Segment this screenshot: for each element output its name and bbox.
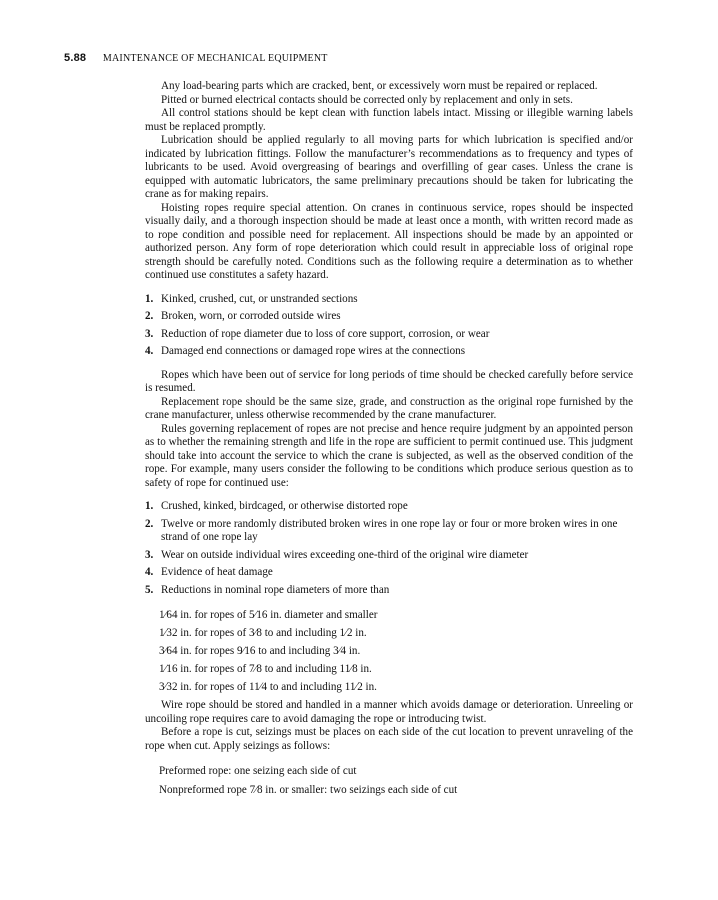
list-number: 1. xyxy=(145,500,154,512)
diameter-reduction-table xyxy=(145,609,633,695)
list-number: 4. xyxy=(145,566,154,578)
list-item xyxy=(145,518,633,545)
list-text: Twelve or more randomly distributed broken wires in one rope lay or four or more broken wires in one strand of one rope lay xyxy=(161,517,618,543)
list-number: 2. xyxy=(145,517,154,530)
page-body xyxy=(145,80,633,802)
size-line: 1⁄16 in. for ropes of 7⁄8 to and including 11⁄8 in. xyxy=(159,663,372,675)
list-item xyxy=(145,566,633,580)
list-item xyxy=(145,328,633,342)
paragraph-group-b xyxy=(145,369,633,491)
list-number: 1. xyxy=(145,292,154,305)
paragraph-group-c xyxy=(145,699,633,753)
paragraph: Any load-bearing parts which are cracked, bent, or excessively worn must be repaired or replaced. xyxy=(161,80,598,92)
list-item xyxy=(145,500,633,514)
list-text: Wear on outside individual wires exceeding one-third of the original wire diameter xyxy=(161,548,529,561)
replacement-condition-list xyxy=(145,500,633,597)
list-text: Broken, worn, or corroded outside wires xyxy=(161,310,341,322)
page-number: 5.88 xyxy=(64,52,87,64)
paragraph: Hoisting ropes require special attention. On cranes in continuous service, ropes should be inspected visually daily, and a thorough inspection should be made at least once a month, with written record made as to rope condition and possible need for replacement. All inspections should be made by an appointed or authorized person. Any form of rope deterioration which could result in appreciable loss of original rope strength should be carefully noted. Conditions such as the following require a determination as to whether continued use constitutes a safety hazard. xyxy=(145,201,633,281)
seizing-line: Nonpreformed rope 7⁄8 in. or smaller: two seizings each side of cut xyxy=(159,783,458,796)
list-item xyxy=(145,310,633,324)
paragraph: Ropes which have been out of service for long periods of time should be checked carefully before service is resumed. xyxy=(145,368,633,394)
list-item xyxy=(145,584,633,598)
size-line: 1⁄64 in. for ropes of 5⁄16 in. diameter and smaller xyxy=(159,609,378,621)
rope-condition-list xyxy=(145,293,633,359)
paragraph: Wire rope should be stored and handled in a manner which avoids damage or deterioration. Unreeling or uncoiling rope requires care to avoid damaging the rope or introducing twist. xyxy=(145,699,633,725)
list-text: Reductions in nominal rope diameters of more than xyxy=(161,583,390,596)
size-line: 3⁄32 in. for ropes of 11⁄4 to and including 11⁄2 in. xyxy=(159,681,377,693)
list-text: Kinked, crushed, cut, or unstranded sections xyxy=(161,292,358,305)
list-text: Evidence of heat damage xyxy=(161,566,273,578)
list-number: 3. xyxy=(145,548,154,561)
paragraph: Rules governing replacement of ropes are not precise and hence require judgment by an appointed person as to whether the remaining strength and life in the rope are sufficient to permit continued use. This judgment should take into account the service to which the crane is subjected, as well as the observed condition of the rope. For example, many users consider the following to be conditions which produce serious question as to safety of rope for continued use: xyxy=(145,422,633,489)
list-number: 4. xyxy=(145,345,154,357)
paragraph: Lubrication should be applied regularly to all moving parts for which lubrication is specified and/or indicated by lubrication fittings. Follow the manufacturer’s recommendations as to frequency and types of lubricants to be used. Avoid overgreasing of bearings and overfilling of gear cases. Unless the crane is equipped with automatic lubricators, the same preliminary precautions should be taken for lubricating the crane as for making repairs. xyxy=(145,134,633,200)
list-text: Damaged end connections or damaged rope wires at the connections xyxy=(161,345,466,357)
seizing-list xyxy=(145,765,633,797)
paragraph-group-a xyxy=(145,80,633,283)
list-item xyxy=(145,345,633,359)
list-number: 2. xyxy=(145,310,154,322)
size-line: 3⁄64 in. for ropes 9⁄16 to and including 3⁄4 in. xyxy=(159,645,361,657)
running-title: MAINTENANCE OF MECHANICAL EQUIPMENT xyxy=(102,53,328,64)
paragraph: Replacement rope should be the same size, grade, and construction as the original rope furnished by the crane manufacturer, unless otherwise recommended by the crane manufacturer. xyxy=(145,395,633,421)
list-text: Reduction of rope diameter due to loss of core support, corrosion, or wear xyxy=(161,327,490,340)
list-item xyxy=(145,293,633,307)
paragraph: All control stations should be kept clean with function labels intact. Missing or illegible warning labels must be replaced promptly. xyxy=(145,107,633,133)
list-number: 5. xyxy=(145,583,154,596)
paragraph: Pitted or burned electrical contacts should be corrected only by replacement and only in sets. xyxy=(161,93,573,106)
list-number: 3. xyxy=(145,327,154,340)
running-header xyxy=(64,52,328,64)
list-item xyxy=(145,549,633,563)
list-text: Crushed, kinked, birdcaged, or otherwise distorted rope xyxy=(161,500,408,512)
size-line: 1⁄32 in. for ropes of 3⁄8 to and including 1⁄2 in. xyxy=(159,627,367,639)
paragraph: Before a rope is cut, seizings must be places on each side of the cut location to prevent unraveling of the rope when cut. Apply seizings as follows: xyxy=(145,726,633,752)
seizing-line: Preformed rope: one seizing each side of cut xyxy=(159,765,357,777)
